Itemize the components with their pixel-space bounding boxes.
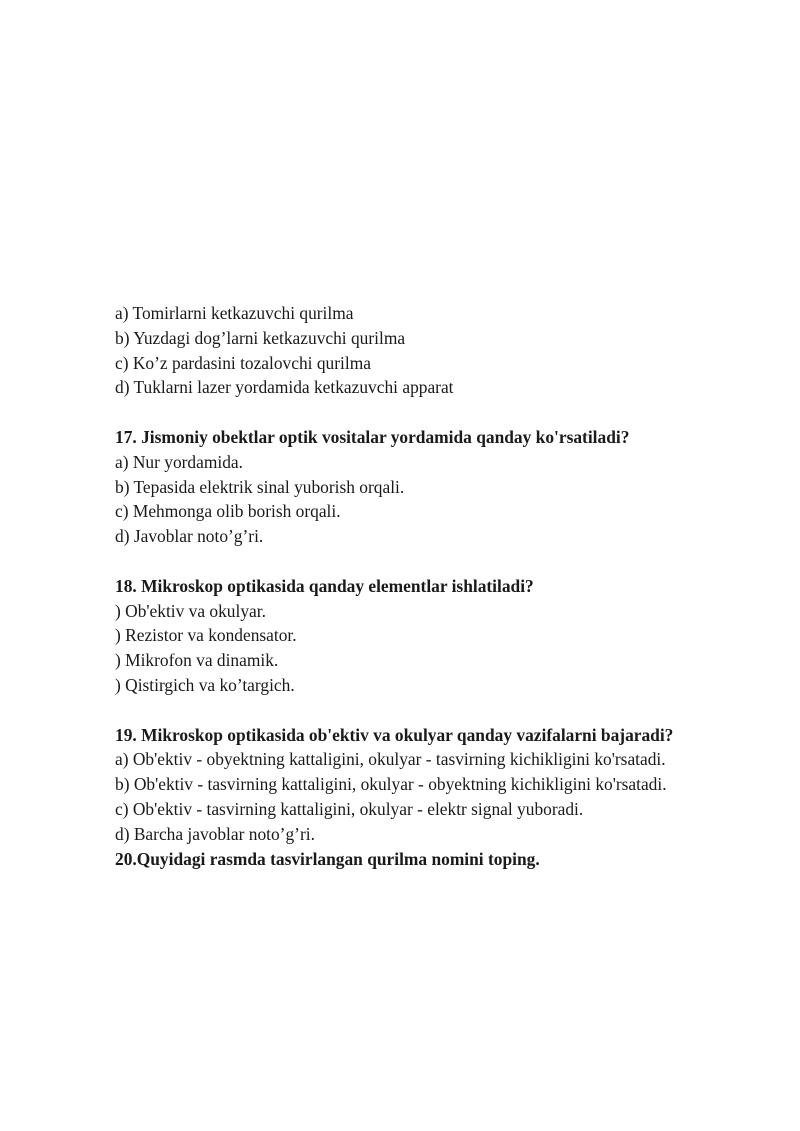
option-3: ) Mikrofon va dinamik. xyxy=(115,650,279,671)
option-1: ) Ob'ektiv va okulyar. xyxy=(115,600,266,621)
question-title: 20.Quyidagi rasmda tasvirlangan qurilma nomini toping. xyxy=(115,848,540,869)
option-c: c) Ko’z pardasini tozalovchi qurilma xyxy=(115,352,371,373)
option-b: b) Yuzdagi dog’larni ketkazuvchi qurilma xyxy=(115,327,406,348)
question-17 xyxy=(115,425,775,549)
question-19 xyxy=(115,723,775,847)
question-18 xyxy=(115,574,775,698)
option-c: c) Ob'ektiv - tasvirning kattaligini, okulyar - elektr signal yuboradi. xyxy=(115,798,584,819)
question-16-options xyxy=(115,301,775,400)
question-title: 19. Mikroskop optikasida ob'ektiv va okulyar qanday vazifalarni bajaradi? xyxy=(115,724,674,745)
option-d: d) Tuklarni lazer yordamida ketkazuvchi apparat xyxy=(115,377,454,398)
option-a: a) Tomirlarni ketkazuvchi qurilma xyxy=(115,303,354,323)
spacer xyxy=(115,549,775,574)
option-2: ) Rezistor va kondensator. xyxy=(115,625,297,646)
option-b: b) Ob'ektiv - tasvirning kattaligini, okulyar - obyektning kichikligini ko'rsatadi. xyxy=(115,774,667,795)
document-page xyxy=(115,301,775,871)
option-d: d) Barcha javoblar noto’g’ri. xyxy=(115,823,315,844)
option-a: a) Ob'ektiv - obyektning kattaligini, okulyar - tasvirning kichikligini ko'rsatadi. xyxy=(115,749,666,770)
question-title: 18. Mikroskop optikasida qanday elementlar ishlatiladi? xyxy=(115,575,534,596)
question-20 xyxy=(115,847,775,872)
option-d: d) Javoblar noto’g’ri. xyxy=(115,526,264,547)
question-title: 17. Jismoniy obektlar optik vositalar yordamida qanday ko'rsatiladi? xyxy=(115,426,630,447)
option-c: c) Mehmonga olib borish orqali. xyxy=(115,501,341,522)
option-4: ) Qistirgich va ko’targich. xyxy=(115,674,295,695)
option-a: a) Nur yordamida. xyxy=(115,451,243,472)
spacer xyxy=(115,400,775,425)
spacer xyxy=(115,698,775,723)
option-b: b) Tepasida elektrik sinal yuborish orqali. xyxy=(115,476,405,497)
